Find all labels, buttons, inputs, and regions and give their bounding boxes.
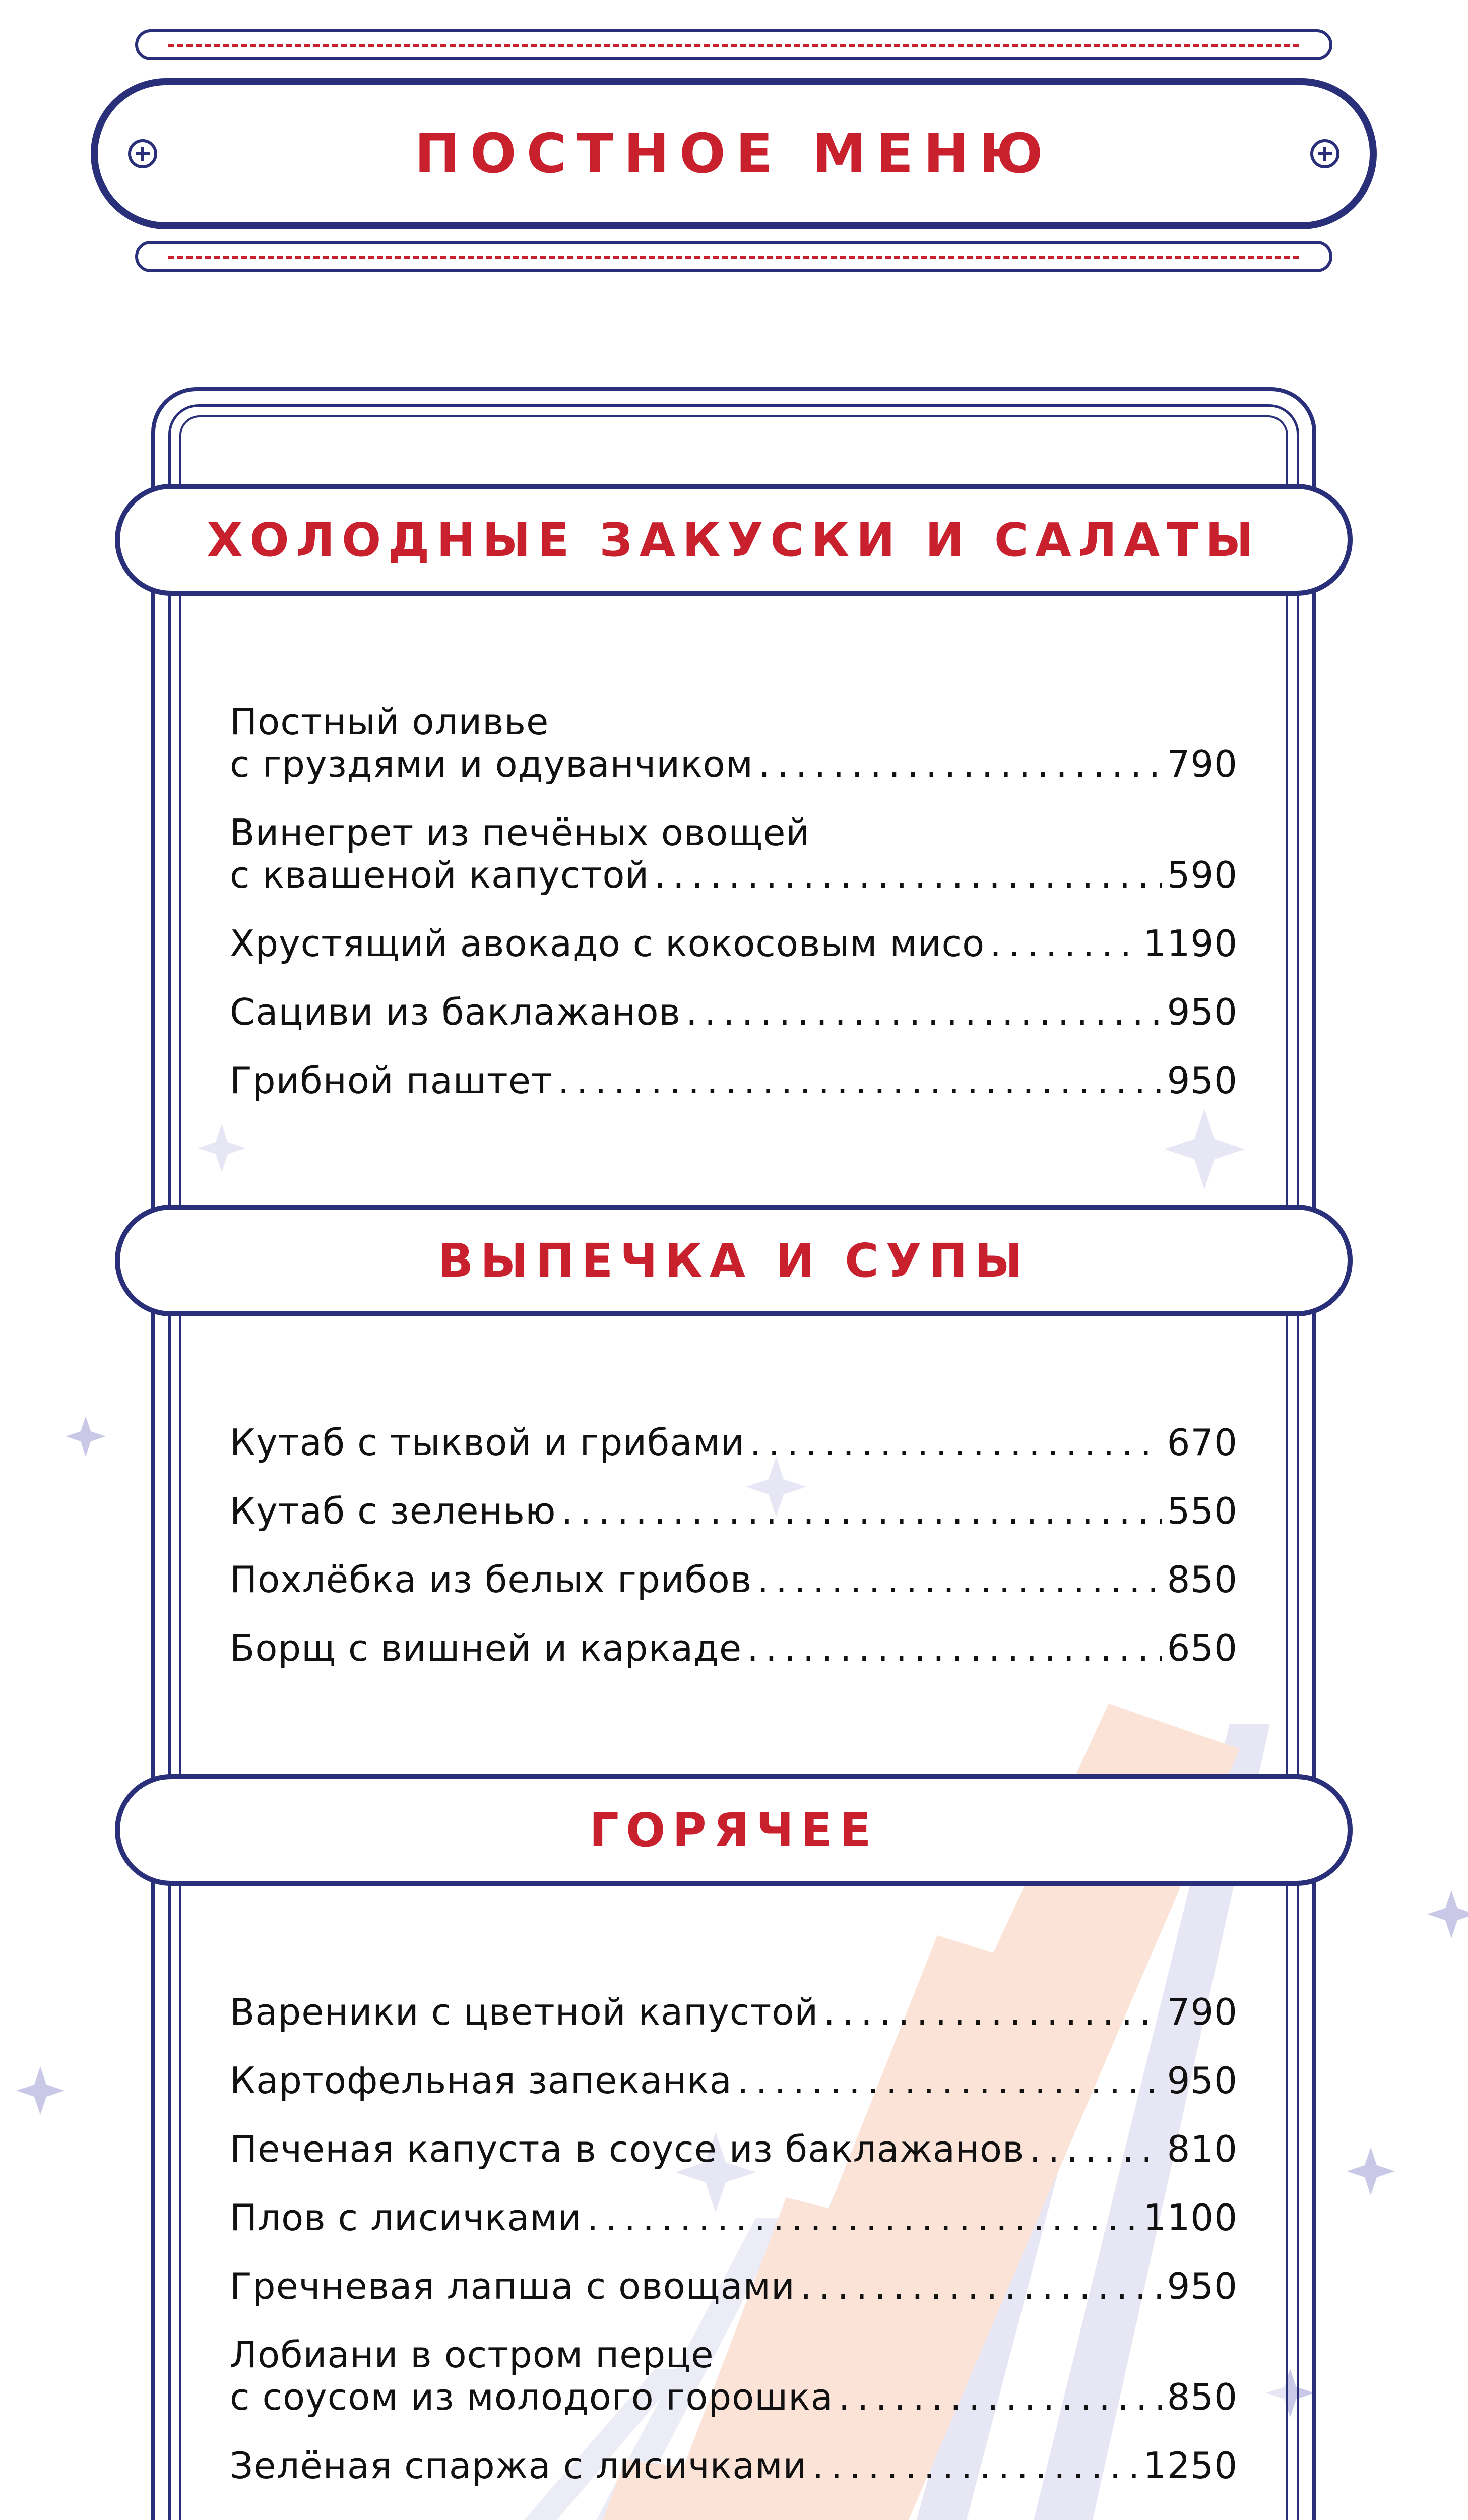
menu-item-name: Грибной паштет (230, 1059, 553, 1102)
menu-item-price: 790 (1167, 1991, 1238, 2033)
menu-item (230, 991, 1238, 1033)
menu-item (230, 2196, 1238, 2239)
menu-item (230, 1627, 1238, 1669)
menu-item (230, 1991, 1238, 2033)
plus-circle-icon (1310, 139, 1339, 168)
menu-item-price: 950 (1167, 1059, 1238, 1102)
section-header-hot-dishes (115, 1774, 1353, 1886)
header-bottom-ornament (135, 241, 1332, 272)
menu-item (230, 1421, 1238, 1464)
menu-item-name: с квашеной капустой (230, 854, 650, 896)
menu-item-price: 950 (1167, 2059, 1238, 2102)
menu-item-name: Кутаб с зеленью (230, 1490, 556, 1532)
menu-item (230, 2059, 1238, 2102)
menu-item-price: 850 (1167, 1558, 1238, 1601)
menu-item (230, 2334, 1238, 2418)
section-items-cold-appetizers (230, 701, 1238, 1128)
menu-item-name: Картофельная запеканка (230, 2059, 732, 2102)
section-title: ХОЛОДНЫЕ ЗАКУСКИ И САЛАТЫ (207, 513, 1261, 567)
menu-item-price: 950 (1167, 2265, 1238, 2307)
dot-leader (737, 2059, 1162, 2102)
menu-item-price: 670 (1167, 1421, 1238, 1464)
dot-leader (747, 1627, 1162, 1669)
menu-item (230, 2128, 1238, 2170)
dot-leader (823, 1991, 1162, 2033)
menu-item-price: 850 (1167, 2376, 1238, 2418)
dot-leader (558, 1059, 1162, 1102)
menu-item (230, 2444, 1238, 2487)
menu-item-name: Хрустящий авокадо с кокосовым мисо (230, 922, 985, 965)
menu-item-name: Борщ с вишней и каркаде (230, 1627, 742, 1669)
dot-leader (758, 743, 1162, 785)
menu-item (230, 1558, 1238, 1601)
menu-item-price: 790 (1167, 743, 1238, 785)
menu-item-price: 590 (1167, 854, 1238, 896)
menu-item-name: Вареники с цветной капустой (230, 1991, 819, 2033)
dot-leader (800, 2265, 1162, 2307)
menu-item-price: 1100 (1143, 2196, 1238, 2239)
dot-leader (990, 922, 1138, 965)
dot-leader (561, 1490, 1162, 1532)
menu-item-price: 550 (1167, 1490, 1238, 1532)
menu-item-name-line: Винегрет из печёных овощей (230, 811, 810, 854)
menu-item (230, 1490, 1238, 1532)
menu-item (230, 811, 1238, 896)
dot-leader (812, 2444, 1138, 2487)
menu-item-price: 810 (1167, 2128, 1238, 2170)
menu-item-name: Плов с лисичками (230, 2196, 582, 2239)
section-title: ГОРЯЧЕЕ (589, 1803, 878, 1857)
menu-item-name: Кутаб с тыквой и грибами (230, 1421, 745, 1464)
menu-item (230, 2265, 1238, 2307)
dot-leader (654, 854, 1162, 896)
menu-item-name: с груздями и одуванчиком (230, 743, 753, 785)
dot-leader (1030, 2128, 1162, 2170)
page-title: ПОСТНОЕ МЕНЮ (414, 122, 1053, 185)
menu-item-name: Похлёбка из белых грибов (230, 1558, 752, 1601)
section-items-hot-dishes (230, 1991, 1238, 2513)
menu-item (230, 701, 1238, 785)
dot-leader (750, 1421, 1162, 1464)
section-items-pastry-soups (230, 1421, 1238, 1695)
dot-leader (686, 991, 1162, 1033)
menu-item-name-line: Лобиани в остром перце (230, 2334, 714, 2376)
menu-item-name: с соусом из молодого горошка (230, 2376, 834, 2418)
dot-leader (757, 1558, 1162, 1601)
section-header-cold-appetizers (115, 484, 1353, 596)
section-header-pastry-soups (115, 1205, 1353, 1316)
header-top-ornament (135, 29, 1332, 60)
dot-leader (839, 2376, 1162, 2418)
section-title: ВЫПЕЧКА И СУПЫ (438, 1233, 1030, 1288)
menu-item (230, 1059, 1238, 1102)
menu-item (230, 922, 1238, 965)
menu-item-name: Печеная капуста в соусе из баклажанов (230, 2128, 1025, 2170)
plus-circle-icon (128, 139, 157, 168)
menu-item-name: Сациви из баклажанов (230, 991, 681, 1033)
dot-leader (587, 2196, 1138, 2239)
menu-item-price: 1250 (1143, 2444, 1238, 2487)
menu-item-name: Гречневая лапша с овощами (230, 2265, 795, 2307)
menu-item-price: 650 (1167, 1627, 1238, 1669)
header-banner (91, 78, 1377, 229)
menu-item-price: 950 (1167, 991, 1238, 1033)
menu-item-price: 1190 (1143, 922, 1238, 965)
menu-item-name-line: Постный оливье (230, 701, 549, 743)
menu-item-name: Зелёная спаржа с лисичками (230, 2444, 807, 2487)
